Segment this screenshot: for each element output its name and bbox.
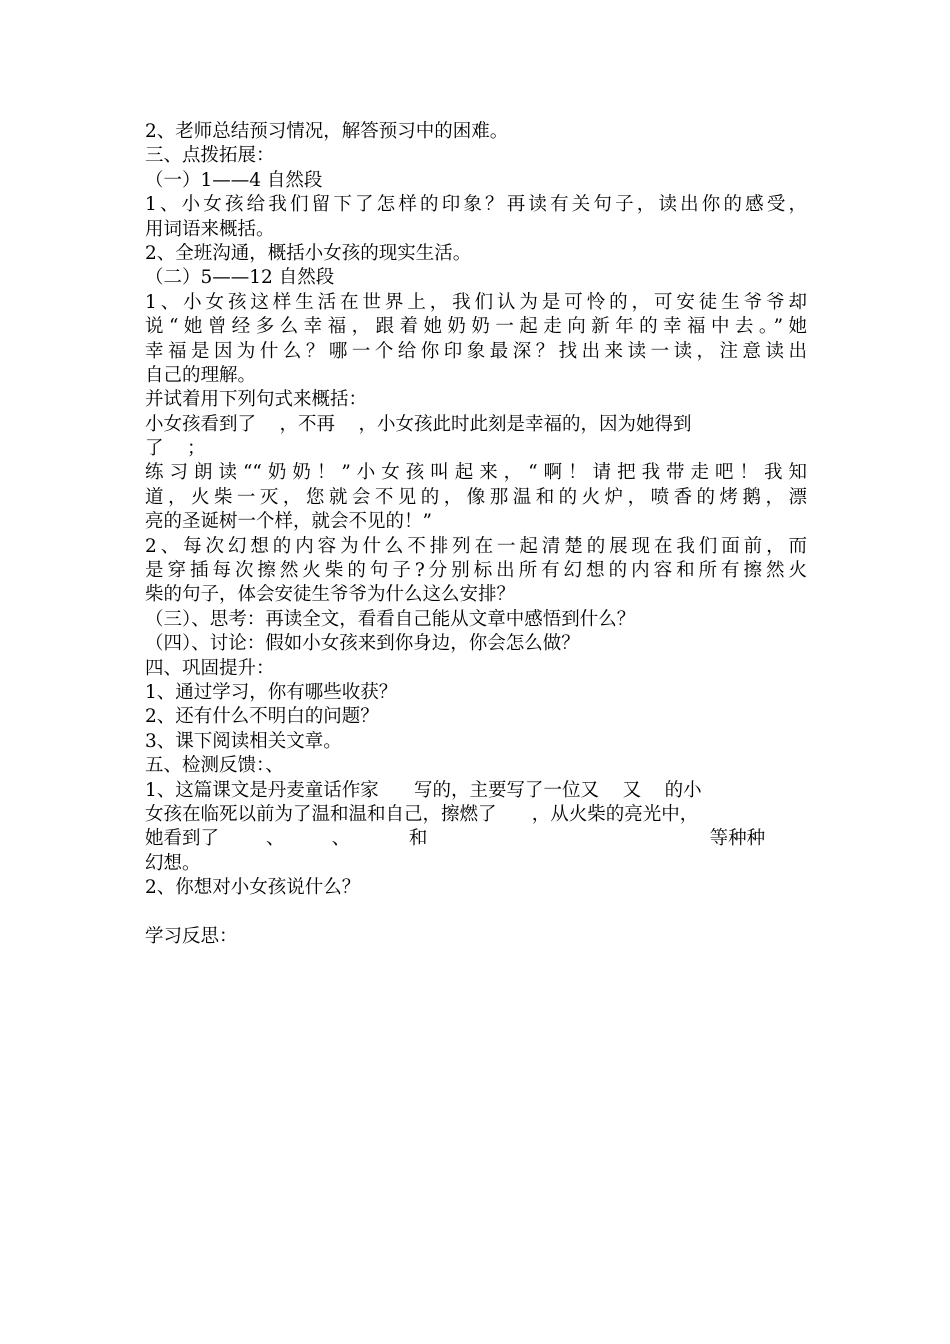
- fill-in-line: 小女孩看到了 ，不再 ，小女孩此时此刻是幸福的，因为她得到: [145, 413, 692, 435]
- text-line: 道，火柴一灭，您就会不见的，像那温和的火炉，喷香的烤鹅，漂: [145, 486, 807, 508]
- text-line: 柴的句子，体会安徒生爷爷为什么这么安排？: [145, 584, 516, 606]
- text-line: 3、课下阅读相关文章。: [145, 730, 342, 752]
- subsection-heading: （三）、思考：再读全文，看看自己能从文章中感悟到什么？: [145, 608, 636, 630]
- subsection-heading: （二）5——12 自然段: [145, 267, 335, 289]
- document-page: [145, 120, 807, 949]
- text-line: 2、全班沟通，概括小女孩的现实生活。: [145, 242, 472, 264]
- text-line: 2、老师总结预习情况，解答预习中的困难。: [145, 121, 509, 142]
- section-heading: 五、检测反馈：、: [145, 755, 284, 777]
- text-line: 并试着用下列句式来概括：: [145, 389, 368, 411]
- section-heading: 四、巩固提升：: [145, 657, 275, 679]
- reflection-heading: 学习反思：: [145, 925, 238, 947]
- text-line: 幻想。: [145, 852, 201, 874]
- subsection-heading: （一）1——4 自然段: [145, 169, 323, 191]
- text-line: 练习朗读““奶奶！”小女孩叫起来，“啊！请把我带走吧！我知: [145, 462, 807, 484]
- text-line: 2、还有什么不明白的问题？: [145, 706, 379, 728]
- text-line: 1、通过学习，你有哪些收获？: [145, 681, 398, 703]
- fill-in-line: 她看到了 、 、 和 等种种: [145, 828, 766, 850]
- text-line: 1、小女孩给我们留下了怎样的印象？再读有关句子，读出你的感受，: [145, 194, 807, 216]
- text-line: 2、你想对小女孩说什么？: [145, 877, 361, 899]
- text-line: 说“她曾经多么幸福，跟着她奶奶一起走向新年的幸福中去。”她: [145, 316, 807, 338]
- text-line: 2、每次幻想的内容为什么不排列在一起清楚的展现在我们面前，而: [145, 535, 807, 557]
- fill-in-line: 了 ；: [145, 438, 206, 460]
- fill-in-line: 女孩在临死以前为了温和温和自己，擦燃了 ，从火柴的亮光中，: [145, 803, 699, 825]
- text-line: 是穿插每次擦然火柴的句子?分别标出所有幻想的内容和所有擦然火: [145, 560, 807, 582]
- text-line: 亮的圣诞树一个样，就会不见的！”: [145, 511, 432, 533]
- text-line: 用词语来概括。: [145, 218, 275, 240]
- fill-in-line: 1、这篇课文是丹麦童话作家 写的，主要写了一位又 又 的小: [145, 779, 702, 801]
- text-line: 幸福是因为什么？哪一个给你印象最深？找出来读一读，注意读出: [145, 340, 807, 362]
- blank-line: [145, 901, 807, 925]
- text-line: 1、小女孩这样生活在世界上，我们认为是可怜的，可安徒生爷爷却: [145, 291, 807, 313]
- text-line: 自己的理解。: [145, 364, 257, 386]
- subsection-heading: （四）、讨论：假如小女孩来到你身边，你会怎么做？: [145, 633, 580, 655]
- section-heading: 三、点拨拓展：: [145, 145, 275, 167]
